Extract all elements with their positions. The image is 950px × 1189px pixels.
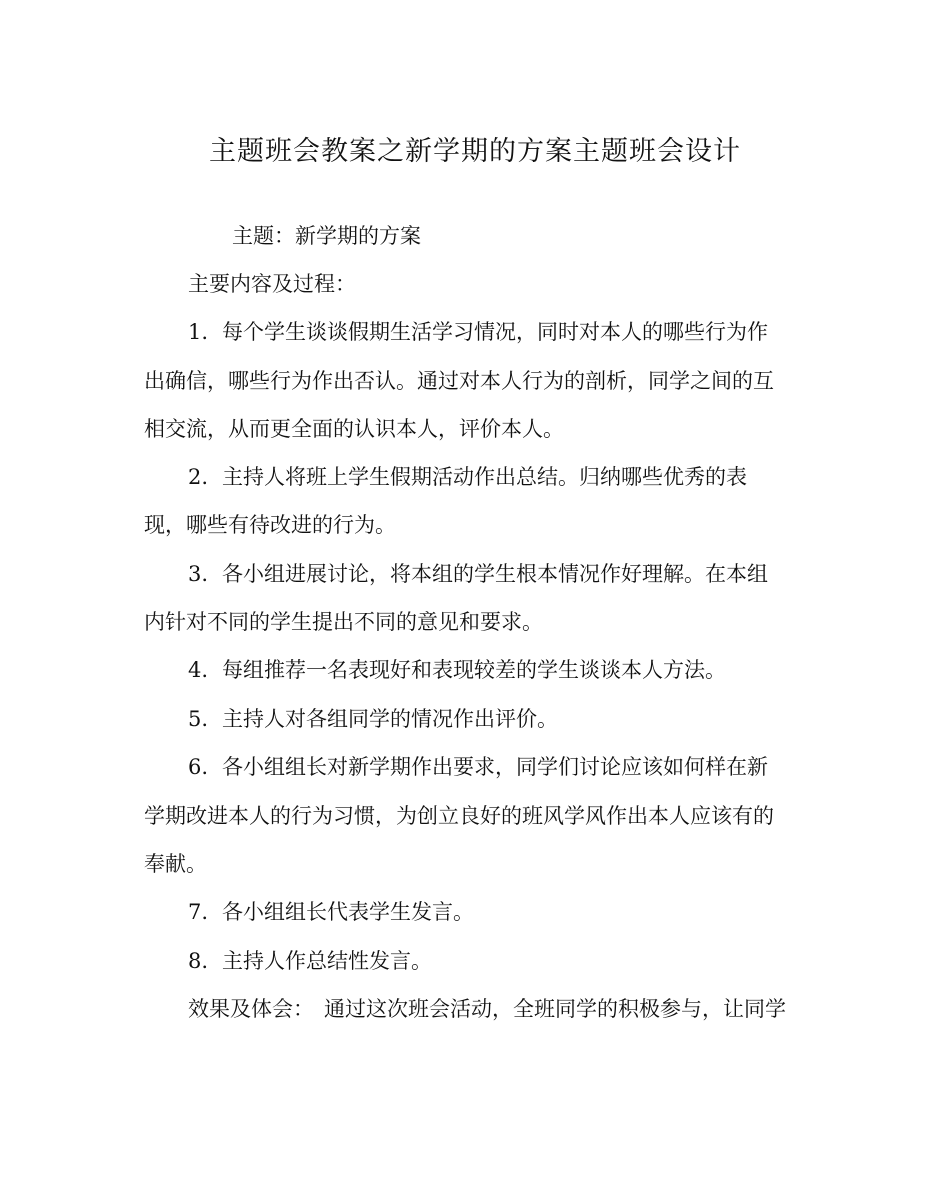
effect-paragraph: [188, 994, 786, 1024]
item-number: 2.: [188, 465, 209, 489]
list-item: [188, 317, 768, 347]
subject-line: 主题：新学期的方案: [232, 224, 421, 248]
item-text: 各小组进展讨论，将本组的学生根本情况作好理解。在本组: [222, 562, 768, 586]
item-number: 4.: [188, 658, 209, 682]
effect-text: 通过这次班会活动，全班同学的积极参与，让同学: [324, 997, 786, 1021]
item-text: 每组推荐一名表现好和表现较差的学生谈谈本人方法。: [222, 658, 726, 682]
item-number: 1.: [188, 320, 209, 344]
item-text-continued: 相交流，从而更全面的认识本人，评价本人。: [144, 417, 564, 441]
item-number: 8.: [188, 949, 209, 973]
item-text-continued: 内针对不同的学生提出不同的意见和要求。: [144, 610, 543, 634]
page-title: 主题班会教案之新学期的方案主题班会设计: [209, 136, 741, 167]
list-item: [188, 704, 558, 734]
item-number: 3.: [188, 562, 209, 586]
item-text: 各小组组长代表学生发言。: [222, 900, 474, 924]
list-item: [188, 655, 726, 685]
item-text: 主持人将班上学生假期活动作出总结。归纳哪些优秀的表: [222, 465, 747, 489]
list-item: [188, 897, 474, 927]
item-text-continued: 出确信，哪些行为作出否认。通过对本人行为的剖析，同学之间的互: [144, 369, 774, 393]
list-item: [188, 752, 768, 782]
list-item: [188, 559, 768, 589]
item-number: 5.: [188, 707, 209, 731]
item-number: 7.: [188, 900, 209, 924]
effect-label: 效果及体会：: [188, 997, 314, 1021]
item-number: 6.: [188, 755, 209, 779]
item-text: 主持人作总结性发言。: [222, 949, 432, 973]
item-text-continued: 现，哪些有待改进的行为。: [144, 513, 396, 537]
item-text-continued: 学期改进本人的行为习惯，为创立良好的班风学风作出本人应该有的: [144, 804, 774, 828]
content-label: 主要内容及过程：: [188, 272, 356, 296]
list-item: [188, 946, 432, 976]
item-text-continued: 奉献。: [144, 852, 207, 876]
item-text: 每个学生谈谈假期生活学习情况，同时对本人的哪些行为作: [222, 320, 768, 344]
list-item: [188, 462, 747, 492]
item-text: 主持人对各组同学的情况作出评价。: [222, 707, 558, 731]
item-text: 各小组组长对新学期作出要求，同学们讨论应该如何样在新: [222, 755, 768, 779]
